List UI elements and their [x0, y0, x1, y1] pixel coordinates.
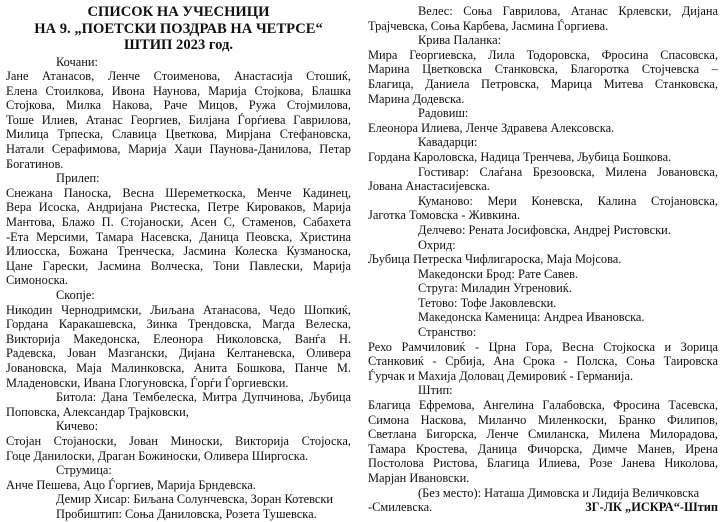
city-heading: Штип:	[418, 383, 453, 398]
city-heading: Крива Паланка:	[418, 33, 502, 48]
participant-line: Љубица Петреска Чифлигароска, Маја Мојсова.	[368, 252, 622, 267]
city-inline-names: Тофе Јаковлевски.	[460, 295, 557, 310]
participant-line: Симона Наскова, Миланчо Миленкоски, Бранко Филипов,	[368, 412, 718, 427]
city-heading	[368, 267, 718, 282]
participant-line: Елеонора Илиева, Ленче Здравева Алексовска.	[368, 120, 615, 135]
section-right-7	[368, 238, 718, 267]
participant-line: Вера Исоска, Андријана Ристеска, Петре Кироваков, Марија	[6, 200, 351, 215]
participant-line: Младеновски, Ивана Глогуновска, Ѓорѓи Ѓоргиевски.	[6, 375, 289, 390]
section-right-0	[368, 4, 718, 33]
section-right-3	[368, 135, 718, 164]
title-line-2: НА 9. „ПОЕТСКИ ПОЗДРАВ НА ЧЕТРСЕ“	[34, 20, 323, 37]
participant-line: Марина Цветковска Станковска, Благоротка Стојчевска –	[368, 62, 718, 77]
city-inline-names: Рате Савев.	[517, 266, 579, 281]
city-heading: Кочани:	[56, 54, 98, 69]
section-left-6	[6, 492, 351, 507]
left-column	[6, 4, 351, 521]
participant-line: Ѓурчак и Махија Доловац Демировиќ - Германија.	[368, 368, 634, 383]
right-column	[368, 4, 718, 514]
city-name: Куманово:	[418, 193, 473, 208]
city-heading	[368, 296, 718, 311]
city-heading	[368, 281, 718, 296]
participant-line: Елена Стоилкова, Ивона Наунова, Марија Стојкова, Блашка	[6, 83, 351, 98]
participant-line: Богатинов.	[6, 156, 64, 171]
city-inline-names: Дана Тембелеска, Митра Дупчинова, Љубица	[101, 390, 351, 405]
city-heading: Странство:	[418, 325, 477, 340]
city-name: Демир Хисар:	[56, 492, 131, 507]
city-heading: Кавадарци:	[418, 135, 478, 150]
participant-line: Гоце Данилоски, Драган Божиноски, Оливера Ширгоска.	[6, 448, 309, 463]
section-left-1	[6, 171, 351, 288]
participant-line: -Ета Мерсими, Тамара Насевска, Даница Пеовска, Христина	[6, 229, 351, 244]
city-inline-names: Соња Гаврилова, Атанас Крлевски, Дијана	[463, 4, 718, 18]
city-name: Пробиштип:	[56, 506, 122, 521]
participant-line: Стојкова, Милка Накова, Раче Мицов, Ружа Стојмилова,	[6, 98, 351, 113]
participant-line: Натали Серафимова, Марија Хаџи Паунова-Данилова, Петар	[6, 142, 351, 157]
document-title	[6, 4, 351, 54]
section-left-7	[6, 507, 351, 522]
city-heading: Струмица:	[56, 463, 112, 478]
city-inline-names: Соња Даниловска, Розета Тушевска.	[125, 506, 317, 521]
participant-line: Светлана Бигорска, Ленче Смиланска, Милена Милорадова,	[368, 427, 718, 442]
section-right-5	[368, 194, 718, 223]
participant-line: Јаготка Томовска - Живкина.	[368, 208, 520, 223]
participant-line: Гордана Каракашевска, Зинка Трендовска, Магда Велеска,	[6, 317, 351, 332]
signature: ЗГ-ЛК „ИСКРА“-Штип	[585, 500, 718, 515]
participant-line: Радевска, Јован Мазгански, Дијана Келтаневска, Оливера	[6, 346, 351, 361]
section-right-9	[368, 281, 718, 296]
city-heading	[368, 486, 718, 501]
section-right-14	[368, 486, 718, 501]
footer	[368, 500, 718, 515]
city-heading	[368, 194, 718, 209]
city-inline-names: Наташа Димовска и Лидија Величковска	[484, 485, 700, 500]
city-inline-names: Слаѓана Брезоовска, Милена Јовановска,	[479, 164, 718, 179]
city-heading: Охрид:	[418, 237, 456, 252]
city-name: Делчево:	[418, 222, 466, 237]
section-right-1	[368, 33, 718, 106]
section-right-10	[368, 296, 718, 311]
city-heading	[368, 4, 718, 19]
participant-line: Милица Трпеска, Славица Цветкова, Мирјана Стефановска,	[6, 127, 351, 142]
city-name: Тетово:	[418, 295, 458, 310]
city-heading: Кичево:	[56, 419, 99, 434]
title-line-1: СПИСОК НА УЧЕСНИЦИ	[87, 4, 270, 20]
city-heading	[6, 492, 351, 507]
city-name: Струга:	[418, 281, 458, 296]
section-right-12	[368, 325, 718, 383]
city-heading	[368, 165, 718, 180]
participant-line: Мантова, Блажо П. Стојаноски, Асен С, Стаменов, Сабахета	[6, 215, 351, 230]
participant-line: Никодин Чернодримски, Љиљана Атанасова, Чедо Шопкиќ,	[6, 302, 351, 317]
city-name: Македонски Брод:	[418, 266, 515, 281]
city-name: Гостивар:	[418, 164, 469, 179]
participant-line: Постолова Ристова, Благица Илиева, Розе Јанева Николова,	[368, 456, 718, 471]
city-heading: Прилеп:	[56, 171, 100, 186]
participant-line: Илиосска, Божана Тренческа, Јасмина Колеска Кузманоска,	[6, 244, 351, 259]
title-line-3: ШТИП 2023 год.	[123, 37, 234, 53]
participant-line: Јане Атанасов, Ленче Стоименова, Анастасија Стошиќ,	[6, 69, 351, 84]
section-right-2	[368, 106, 718, 135]
right-sections	[368, 4, 718, 500]
participant-line: Снежана Паноска, Весна Шереметкоска, Менче Кадинец,	[6, 185, 351, 200]
participant-line: Стојан Стојаноски, Јован Миноски, Викторија Стојоска,	[6, 433, 351, 448]
city-name: (Без место):	[418, 485, 482, 500]
participant-line: Тамара Кростева, Даница Фичорска, Димче Манев, Ирена	[368, 441, 718, 456]
section-left-5	[6, 463, 351, 492]
section-right-11	[368, 310, 718, 325]
participant-line: Анче Пешева, Ацо Ѓоргиев, Марија Брндевска.	[6, 477, 256, 492]
section-right-4	[368, 165, 718, 194]
section-left-2	[6, 288, 351, 390]
city-name: Битола:	[56, 390, 97, 405]
participant-line: Рехо Рамчиловиќ - Црна Гора, Весна Стојкоска и Зорица	[368, 339, 718, 354]
city-name: Велес:	[418, 4, 453, 18]
section-right-13	[368, 383, 718, 485]
city-heading	[6, 507, 351, 522]
city-heading: Радовиш:	[418, 106, 469, 121]
footer-last-line: -Смилевска.	[368, 500, 433, 515]
participant-line: Поповска, Александар Трајковски,	[6, 404, 189, 419]
participant-line: Викторија Македонска, Елеонора Николовска, Ванѓа Н.	[6, 331, 351, 346]
participant-line: Благица Ефремова, Ангелина Галабовска, Фросина Тасевска,	[368, 398, 718, 413]
participant-line: Симоноска.	[6, 273, 68, 288]
city-inline-names: Миладин Угреновиќ.	[461, 281, 572, 296]
participant-line: Станковиќ - Србија, Ана Срока - Полска, Соња Таировска	[368, 354, 718, 369]
participant-line: Благица, Даниела Петровска, Марица Митева Станковска,	[368, 76, 718, 91]
section-right-8	[368, 267, 718, 282]
participant-line: Јовановска, Маја Малинковска, Анита Бошкова, Панче М.	[6, 360, 351, 375]
participant-line: Цане Гарески, Јасмина Волческа, Тони Павлески, Марија	[6, 258, 351, 273]
city-heading	[6, 390, 351, 405]
participant-line: Трајчевска, Соња Карбева, Јасмина Ѓоргиева.	[368, 18, 609, 33]
city-inline-names: Андреа Ивановска.	[543, 310, 645, 325]
participant-line: Јована Анастасијевска.	[368, 179, 490, 194]
participant-line: Марјан Ивановски.	[368, 471, 470, 485]
city-inline-names: Мери Коневска, Калина Стојановска,	[487, 193, 718, 208]
section-left-0	[6, 55, 351, 172]
city-inline-names: Рената Јосифовска, Андреј Ристовски.	[468, 222, 671, 237]
left-sections	[6, 55, 351, 522]
city-heading	[368, 310, 718, 325]
participant-line: Тоше Илиев, Атанас Георгиев, Билјана Ѓорѓиева Гаврилова,	[6, 112, 351, 127]
city-heading: Скопје:	[56, 288, 95, 302]
section-right-6	[368, 223, 718, 238]
participant-line: Марина Додевска.	[368, 91, 465, 106]
participant-line: Гордана Кароловска, Надица Тренчева, Љубица Бошкова.	[368, 149, 672, 164]
city-name: Македонска Каменица:	[418, 310, 541, 325]
section-left-4	[6, 419, 351, 463]
section-left-3	[6, 390, 351, 419]
city-inline-names: Биљана Солунчевска, Зоран Котевски	[133, 492, 334, 507]
city-heading	[368, 223, 718, 238]
participant-line: Мира Георгиевска, Лила Тодоровска, Фросина Спасовска,	[368, 47, 718, 62]
